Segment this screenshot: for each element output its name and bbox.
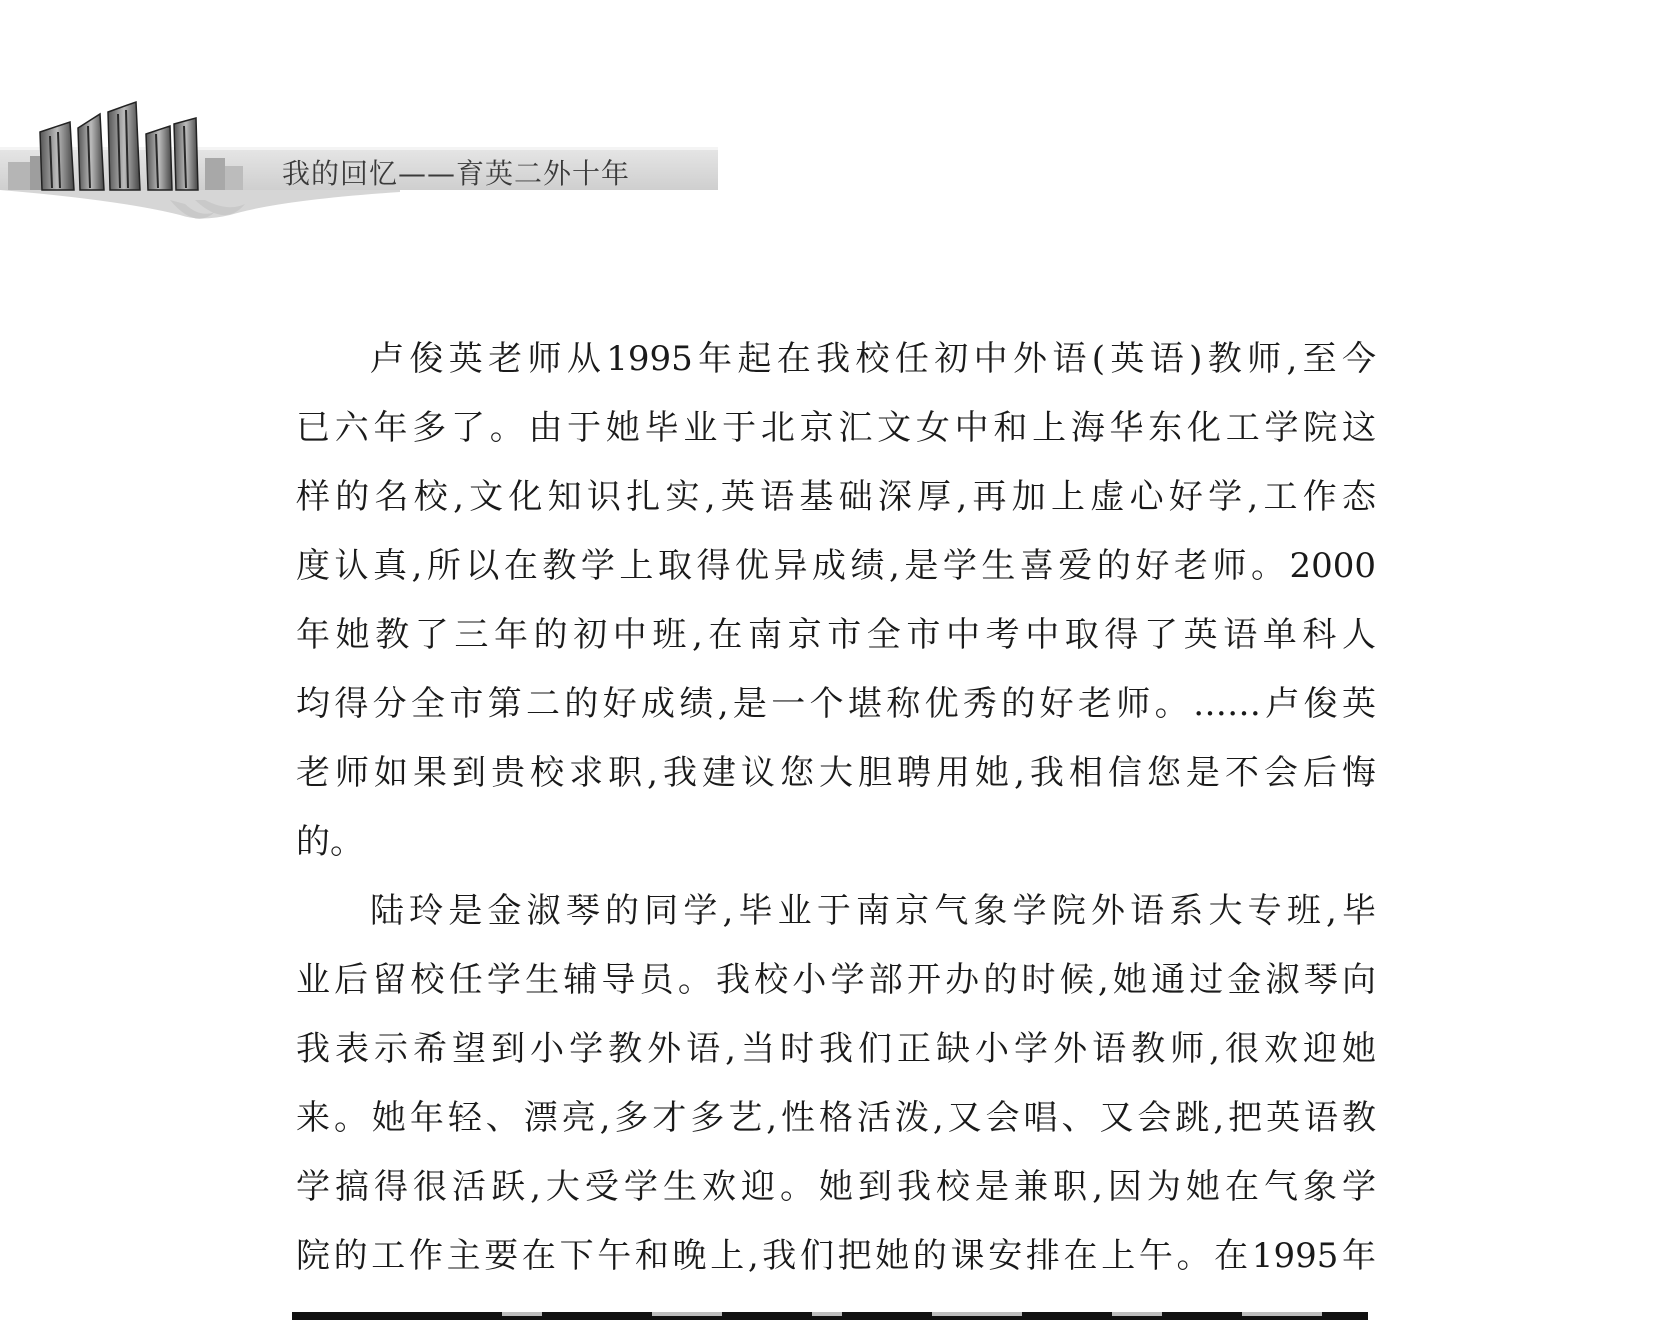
text-line: 来。她年轻、漂亮,多才多艺,性格活泼,又会唱、又会跳,把英语教 [296,1098,1376,1138]
text-line: 均得分全市第二的好成绩,是一个堪称优秀的好老师。……卢俊英 [296,684,1376,724]
body-text [296,325,1376,1291]
text-line: 的。 [296,822,364,862]
page-header [0,100,720,230]
text-line: 陆玲是金淑琴的同学,毕业于南京气象学院外语系大专班,毕 [370,891,1376,931]
text-line: 已六年多了。由于她毕业于北京汇文女中和上海华东化工学院这 [296,408,1376,448]
text-line: 业后留校任学生辅导员。我校小学部开办的时候,她通过金淑琴向 [296,960,1376,1000]
paragraph-2 [296,877,1376,1291]
text-line: 老师如果到贵校求职,我建议您大胆聘用她,我相信您是不会后悔 [296,753,1376,793]
text-line: 院的工作主要在下午和晚上,我们把她的课安排在上午。在1995年 [296,1236,1376,1276]
paragraph-1 [296,325,1376,877]
text-line: 样的名校,文化知识扎实,英语基础深厚,再加上虚心好学,工作态 [296,477,1376,517]
text-line: 度认真,所以在教学上取得优异成绩,是学生喜爱的好老师。2000 [296,546,1376,586]
text-line: 学搞得很活跃,大受学生欢迎。她到我校是兼职,因为她在气象学 [296,1167,1376,1207]
text-line: 年她教了三年的初中班,在南京市全市中考中取得了英语单科人 [296,615,1376,655]
photo-top-edge [292,1312,1368,1320]
text-line: 卢俊英老师从1995年起在我校任初中外语(英语)教师,至今 [370,339,1376,379]
running-header-title: 我的回忆——育英二外十年 [282,157,631,190]
text-line: 我表示希望到小学教外语,当时我们正缺小学外语教师,很欢迎她 [296,1029,1376,1069]
